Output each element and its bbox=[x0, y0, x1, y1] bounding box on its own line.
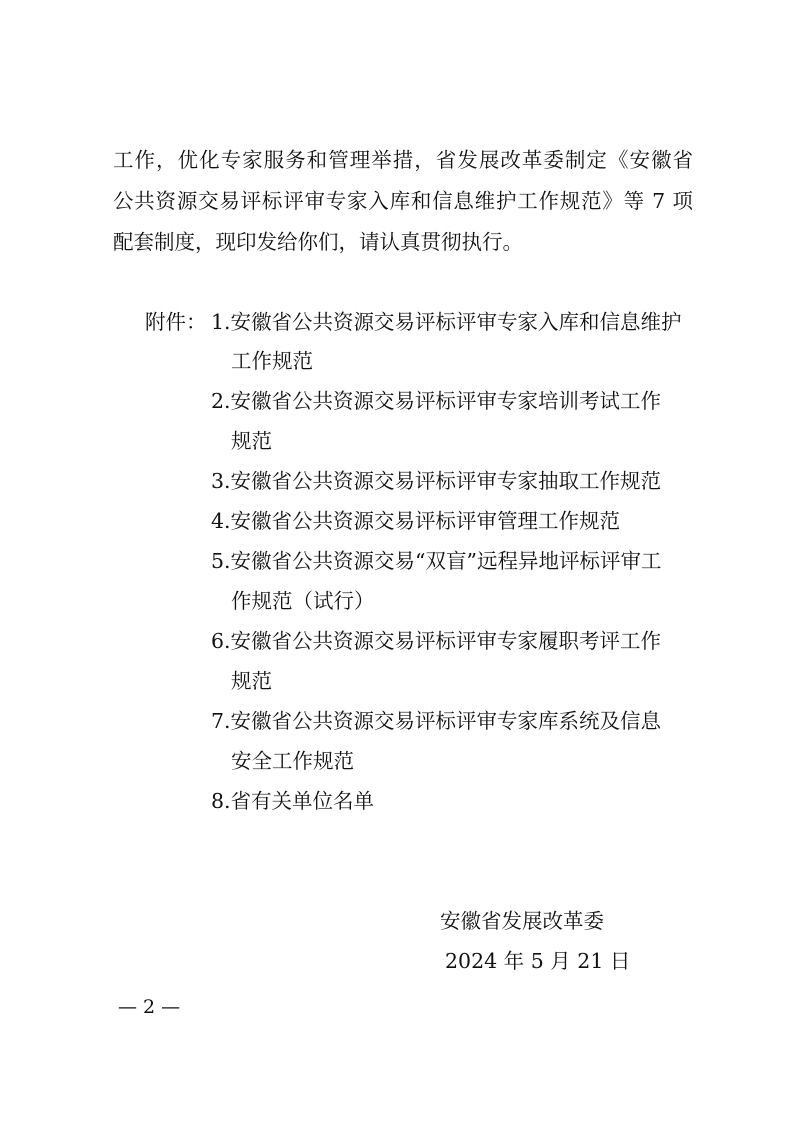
attachment-item-3: 3.安徽省公共资源交易评标评审专家抽取工作规范 bbox=[211, 469, 662, 493]
attachment-item-6: 6.安徽省公共资源交易评标评审专家履职考评工作 bbox=[211, 629, 662, 653]
attachment-item-6-cont: 规范 bbox=[231, 669, 272, 693]
attachment-item-2: 2.安徽省公共资源交易评标评审专家培训考试工作 bbox=[211, 389, 662, 413]
attachment-item-5-cont: 作规范（试行） bbox=[231, 589, 375, 613]
attachment-item-1: 1.安徽省公共资源交易评标评审专家入库和信息维护 bbox=[211, 310, 682, 334]
paragraph-line-1: 工作，优化专家服务和管理举措，省发展改革委制定《安徽省 bbox=[113, 148, 693, 172]
attachment-item-7: 7.安徽省公共资源交易评标评审专家库系统及信息 bbox=[211, 709, 662, 733]
attachments-label: 附件： bbox=[145, 310, 207, 334]
paragraph-line-2: 公共资源交易评标评审专家入库和信息维护工作规范》等 7 项 bbox=[113, 189, 693, 213]
attachment-item-5: 5.安徽省公共资源交易“双盲”远程异地评标评审工 bbox=[211, 549, 662, 573]
page-number: — 2 — bbox=[118, 996, 181, 1018]
paragraph-line-3: 配套制度，现印发给你们，请认真贯彻执行。 bbox=[113, 230, 523, 254]
signature-org: 安徽省发展改革委 bbox=[440, 909, 604, 933]
signature-date: 2024 年 5 月 21 日 bbox=[445, 949, 631, 973]
attachment-item-2-cont: 规范 bbox=[231, 429, 272, 453]
attachment-item-8: 8.省有关单位名单 bbox=[211, 789, 375, 813]
attachment-item-4: 4.安徽省公共资源交易评标评审管理工作规范 bbox=[211, 509, 621, 533]
attachment-item-1-cont: 工作规范 bbox=[231, 349, 313, 373]
attachment-item-7-cont: 安全工作规范 bbox=[231, 749, 354, 773]
